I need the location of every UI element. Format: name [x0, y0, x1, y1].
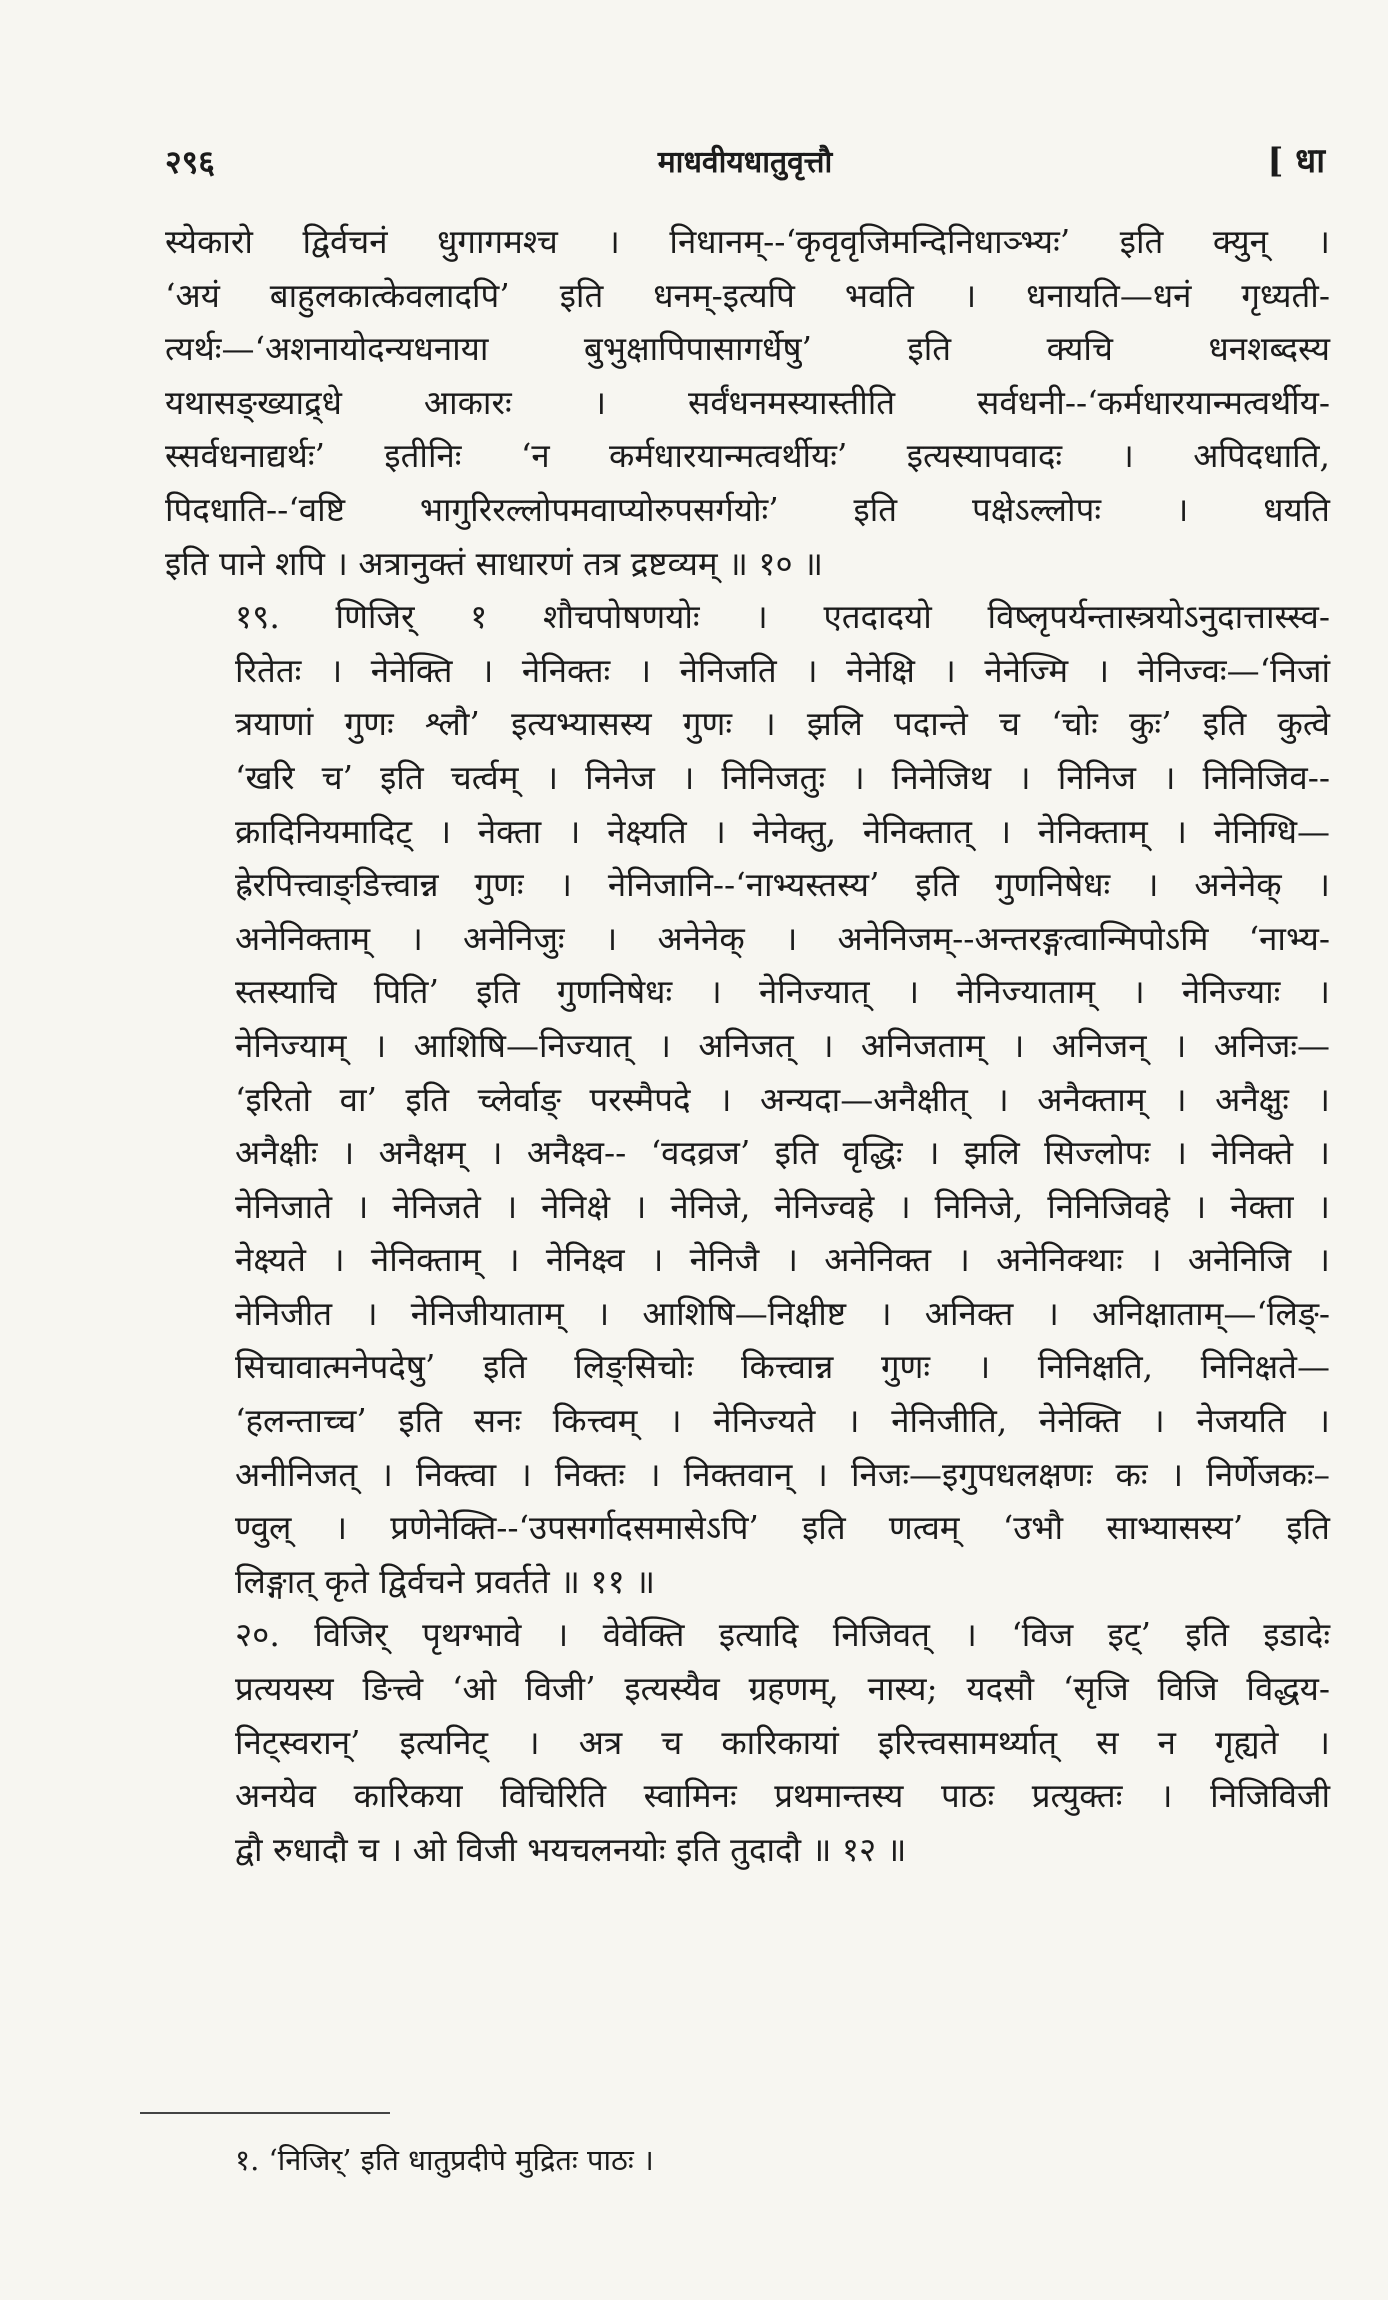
text-line: ‘खरि च’ इति चर्त्वम् । निनेज । निनिजतुः । निनेजिथ । निनिज । निनिजिव-- [235, 757, 1330, 797]
text-line: २०. विजिर् पृथग्भावे । वेवेक्ति इत्यादि निजिवत् । ‘विज इट्’ इति इडादेः [235, 1615, 1330, 1655]
text-line: स्तस्याचि पिति’ इति गुणनिषेधः । नेनिज्यात् । नेनिज्याताम् । नेनिज्याः । [235, 972, 1330, 1012]
text-line: ‘हलन्ताच्च’ इति सनः कित्त्वम् । नेनिज्यते । नेनिजीति, नेनेक्ति । नेजयति । [235, 1401, 1330, 1441]
page-header [165, 128, 1325, 188]
text-line: निट्स्वरान्’ इत्यनिट् । अत्र च कारिकायां इरित्त्वसामर्थ्यात् स न गृह्यते । [235, 1722, 1330, 1762]
text-line: लिङ्गात् कृते द्विर्वचने प्रवर्तते ॥ ११ ॥ [235, 1561, 655, 1601]
text-line: पिदधाति--‘वष्टि भागुरिरल्लोपमवाप्योरुपसर्गयोः’ इति पक्षेऽल्लोपः । धयति [165, 489, 1330, 529]
text-line: नेक्ष्यते । नेनिक्ताम् । नेनिक्ष्व । नेनिजै । अनेनिक्त । अनेनिक्थाः । अनेनिजि । [235, 1240, 1330, 1280]
footnote-separator [140, 2112, 390, 2114]
page-number: २९६ [165, 143, 215, 181]
text-line: नेनिज्याम् । आशिषि—निज्यात् । अनिजत् । अनिजताम् । अनिजन् । अनिजः— [235, 1025, 1330, 1065]
running-title: माधवीयधातुवृत्तौ [657, 145, 833, 180]
text-line: अनैक्षीः । अनैक्षम् । अनैक्ष्व-- ‘वदव्रज’ इति वृद्धिः । झलि सिज्लोपः । नेनिक्ते । [235, 1133, 1330, 1173]
text-line: स्येकारो द्विर्वचनं धुगागमश्च । निधानम्--‘कृवृवृजिमन्दिनिधाञ्भ्यः’ इति क्युन् । [165, 222, 1330, 261]
section-mark: [ धा [1267, 141, 1325, 181]
text-line: इति पाने शपि । अत्रानुक्तं साधारणं तत्र द्रष्टव्यम् ॥ १० ॥ [165, 543, 823, 583]
text-line: यथासङ्ख्याद्र्धे आकारः । सर्वंधनमस्यास्तीति सर्वधनी--‘कर्मधारयान्मत्वर्थीय- [165, 382, 1330, 422]
text-line: स्सर्वधनाद्यर्थः’ इतीनिः ‘न कर्मधारयान्मत्वर्थीयः’ इत्यस्यापवादः । अपिदधाति, [165, 436, 1330, 476]
text-line: त्यर्थः—‘अशनायोदन्यधनाया बुभुक्षापिपासागर्धेषु’ इति क्यचि धनशब्दस्य [165, 329, 1330, 369]
text-line: ‘इरितो वा’ इति च्लेर्वाङ् परस्मैपदे । अन्यदा—अनैक्षीत् । अनैक्ताम् । अनैक्षुः । [235, 1079, 1330, 1119]
text-line: अनेनिक्ताम् । अनेनिजुः । अनेनेक् । अनेनिजम्--अन्तरङ्गत्वान्मिपोऽमि ‘नाभ्य- [235, 918, 1330, 958]
text-line: क्रादिनियमादिट् । नेक्ता । नेक्ष्यति । नेनेक्तु, नेनिक्तात् । नेनिक्ताम् । नेनिग्धि— [235, 811, 1330, 851]
text-line: ‘अयं बाहुलकात्केवलादपि’ इति धनम्-इत्यपि भवति । धनायति—धनं गृध्यती- [165, 275, 1330, 315]
footnote: १. ‘निजिर्’ इति धातुप्रदीपे मुद्रितः पाठः । [235, 2143, 654, 2177]
text-line: प्रत्ययस्य ङित्त्वे ‘ओ विजी’ इत्यस्यैव ग्रहणम्, नास्य; यदसौ ‘सृजि विजि विद्धय- [235, 1669, 1330, 1709]
paragraph-root-20-vijir [165, 1608, 1330, 1876]
text-line: द्वौ रुधादौ च । ओ विजी भयचलनयोः इति तुदादौ ॥ १२ ॥ [235, 1829, 907, 1869]
text-line: ह्रेरपित्त्वाङ्डित्त्वान्न गुणः । नेनिजानि--‘नाभ्यस्तस्य’ इति गुणनिषेधः । अनेनेक् । [235, 865, 1330, 905]
text-line: रितेतः । नेनेक्ति । नेनिक्तः । नेनिजति । नेनेक्षि । नेनेज्मि । नेनिज्वः—‘निजां [235, 650, 1330, 690]
text-line: अनयेव कारिकया विचिरिति स्वामिनः प्रथमान्तस्य पाठः प्रत्युक्तः । निजिविजी [235, 1776, 1330, 1816]
text-line: नेनिजाते । नेनिजते । नेनिक्षे । नेनिजे, नेनिज्वहे । निनिजे, निनिजिवहे । नेक्ता । [235, 1186, 1330, 1226]
text-line: सिचावात्मनेपदेषु’ इति लिङ्सिचोः कित्त्वान्न गुणः । निनिक्षति, निनिक्षते— [235, 1347, 1330, 1387]
text-line: नेनिजीत । नेनिजीयाताम् । आशिषि—निक्षीष्ट । अनिक्त । अनिक्षाताम्—‘लिङ्- [235, 1293, 1330, 1333]
main-text [165, 215, 1330, 1876]
paragraph-continued [165, 215, 1330, 590]
text-line: १९. णिजिर् १ शौचपोषणयोः । एतदादयो विष्लृपर्यन्तास्त्रयोऽनुदात्तास्स्व- [235, 597, 1330, 637]
paragraph-root-19-nijir [165, 590, 1330, 1608]
text-line: त्रयाणां गुणः श्लौ’ इत्यभ्यासस्य गुणः । झलि पदान्ते च ‘चोः कुः’ इति कुत्वे [235, 704, 1330, 744]
text-line: ण्वुल् । प्रणेनेक्ति--‘उपसर्गादसमासेऽपि’ इति णत्वम् ‘उभौ साभ्यासस्य’ इति [235, 1508, 1330, 1548]
text-line: अनीनिजत् । निक्त्वा । निक्तः । निक्तवान् । निजः—इगुपधलक्षणः कः । निर्णेजकः– [235, 1454, 1330, 1494]
